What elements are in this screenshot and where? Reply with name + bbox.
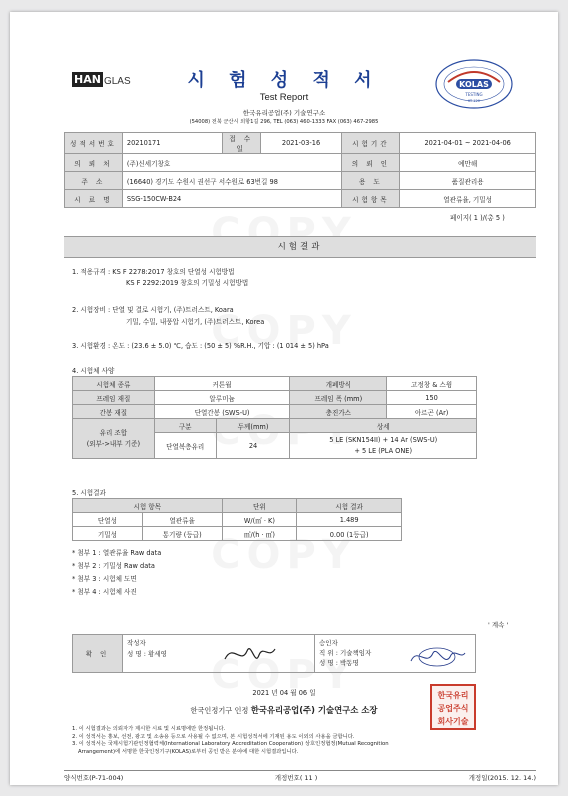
items-label: 시험항목 xyxy=(342,190,400,208)
client-label: 의 뢰 처 xyxy=(65,154,123,172)
footer xyxy=(64,770,536,782)
glass-label-2: (외부->내부 기준) xyxy=(86,439,141,448)
requester: 예만해 xyxy=(400,154,536,172)
results-heading: 시험결과 xyxy=(64,236,536,258)
frame-width-label: 프레임 폭 (mm) xyxy=(290,391,387,405)
writer-cell xyxy=(123,635,315,673)
signature-table xyxy=(72,634,476,673)
kolas-sub: TESTING xyxy=(465,92,483,97)
gas-label: 충진가스 xyxy=(290,405,387,419)
specimen-spec-table xyxy=(72,376,477,459)
report-no: 20210171 xyxy=(122,133,222,154)
glass-detail-1: 5 LE (SKN154II) + 14 Ar (SWS-U) xyxy=(329,435,438,444)
col-result: 시험 결과 xyxy=(297,499,402,513)
revision-date: 개정일(2015. 12. 14.) xyxy=(468,774,536,782)
result-category: 기밀성 xyxy=(73,527,143,541)
frame-material-label: 프레임 재질 xyxy=(73,391,155,405)
col-unit: 단위 xyxy=(222,499,297,513)
col-detail: 상세 xyxy=(290,419,477,433)
approver-cell xyxy=(315,635,476,673)
result-value: 1.489 xyxy=(297,513,402,527)
attachment-3: * 첨부 3 : 시험체 도면 xyxy=(72,575,137,583)
client: (주)신세기창호 xyxy=(122,154,342,172)
organization: 한국유리공업(주) 기술연구소 xyxy=(242,109,326,117)
standard-2: KS F 2292:2019 창호의 기밀성 시험방법 xyxy=(126,279,249,287)
result-item: 통기량 (등급) xyxy=(142,527,222,541)
specimen-type: 커튼월 xyxy=(154,377,290,391)
notes xyxy=(72,726,512,756)
glass-combination-label xyxy=(73,419,155,459)
glass-thickness: 24 xyxy=(216,433,290,459)
glass-kind: 단열복층유리 xyxy=(154,433,216,459)
form-number: 양식번호(P-71-004) xyxy=(64,774,124,782)
issue-date: 2021 년 04 월 06 일 xyxy=(252,689,316,697)
environment: 3. 시험환경 : 온도 : (23.6 ± 5.0) ℃, 습도 : (50 ± 5) %R.H., 기압 : (1 014 ± 5) hPa xyxy=(72,342,329,350)
address-label: 주 소 xyxy=(65,172,123,190)
standards-line-1 xyxy=(72,266,235,276)
page-number: 페이지( 1 )/(총 5 ) xyxy=(450,214,505,222)
title-english: Test Report xyxy=(259,92,309,103)
open-label: 개폐방식 xyxy=(290,377,387,391)
sample-name: SSG-150CW-B24 xyxy=(122,190,342,208)
seal-line: 한국유리 xyxy=(437,691,469,700)
approver-title: 승인자 xyxy=(319,639,338,647)
frame-material: 알루미늄 xyxy=(154,391,290,405)
equipment-line-1 xyxy=(72,304,234,314)
test-items: 열관류율, 기밀성 xyxy=(400,190,536,208)
note-3: 3. 이 성적서는 국제시험기관인정협력체(International Laboratory Accreditation Cooperation) 상호인정협정(Mutual Recognition xyxy=(72,741,389,748)
writer-name: 성 명 : 황세영 xyxy=(127,650,167,658)
writer-title: 작성자 xyxy=(127,639,146,647)
client-address: (16640) 경기도 수원시 권선구 서수원로 63번길 98 xyxy=(122,172,342,190)
test-period: 2021-04-01 ~ 2021-04-06 xyxy=(400,133,536,154)
attachment-2: * 첨부 2 : 기밀성 Raw data xyxy=(72,562,155,570)
result-value: 0.00 (1등급) xyxy=(297,527,402,541)
equipment-label: 2. 시험장비 : xyxy=(72,306,113,314)
result-unit: ㎥/(h · ㎡) xyxy=(222,527,297,541)
standard-1: KS F 2278:2017 창호의 단열성 시험방법 xyxy=(112,268,235,276)
address: (54008) 전북 군산시 외항1길 296, TEL (063) 460-1333 FAX (063) 467-2985 xyxy=(189,119,379,125)
confirm-label: 확 인 xyxy=(73,635,123,673)
received-date: 2021-03-16 xyxy=(260,133,342,154)
col-kind: 구분 xyxy=(154,419,216,433)
opening-method: 고정창 & 스윙 xyxy=(387,377,477,391)
received-label: 접 수 일 xyxy=(222,133,260,154)
standards-label: 1. 적용규격 : xyxy=(72,268,113,276)
equipment-1: 단열 및 결로 시험기, (주)트러스트, Koara xyxy=(112,306,234,314)
attachment-4: * 첨부 4 : 시험체 사진 xyxy=(72,588,137,596)
seal-line: 회사기술 xyxy=(437,717,469,726)
result-unit: W/(㎡ · K) xyxy=(222,513,297,527)
report-info-table xyxy=(64,132,536,208)
spacer-material: 단열간봉 (SWS-U) xyxy=(154,405,290,419)
logo-part2: GLAS xyxy=(103,76,131,87)
requester-label: 의 뢰 인 xyxy=(342,154,400,172)
note-2: 2. 이 성적서는 홍보, 선전, 광고 및 소송용 등으로 사용될 수 없으며, 본 시험성적서에 기재된 용도 이외의 사용을 금합니다. xyxy=(72,733,355,740)
approver-role: 직 위 : 기술책임자 xyxy=(319,649,372,657)
col-item: 시험 항목 xyxy=(73,499,223,513)
equipment-2: 기밀, 수밀, 내풍압 시험기, (주)트러스트, Korea xyxy=(126,318,265,326)
official-seal xyxy=(430,684,476,730)
purpose: 품질관리용 xyxy=(400,172,536,190)
kolas-code: KT 120 xyxy=(468,99,480,103)
col-thickness: 두께(mm) xyxy=(216,419,290,433)
attachment-1: * 첨부 1 : 열관류율 Raw data xyxy=(72,549,162,557)
seal-line: 공업주식 xyxy=(437,704,469,713)
title-korean: 시 험 성 적 서 xyxy=(187,70,381,91)
report-page xyxy=(10,12,558,785)
spec-heading: 4. 시험체 사양 xyxy=(72,367,115,375)
frame-width: 150 xyxy=(387,391,477,405)
kolas-name: KOLAS xyxy=(459,80,489,89)
issuer-prefix: 한국인정기구 인정 xyxy=(190,706,249,715)
report-no-label: 성적서번호 xyxy=(65,133,123,154)
revision-number: 개정번호( 11 ) xyxy=(274,774,318,782)
kolas-logo xyxy=(434,58,514,110)
result-heading: 5. 시험결과 xyxy=(72,489,106,497)
continued-mark: ' 계속 ' xyxy=(488,621,509,629)
purpose-label: 용 도 xyxy=(342,172,400,190)
glass-detail xyxy=(290,433,477,459)
result-item: 열관류율 xyxy=(142,513,222,527)
approver-name: 성 명 : 박동명 xyxy=(319,659,359,667)
test-result-table xyxy=(72,498,402,541)
sample-label: 시 료 명 xyxy=(65,190,123,208)
writer-signature xyxy=(219,637,279,669)
result-category: 단열성 xyxy=(73,513,143,527)
table-row xyxy=(73,527,402,541)
note-3-cont: Arrangement)에 서명한 한국인정기구(KOLAS)로부터 공인 받은 분야에 대한 시험결과입니다. xyxy=(78,748,299,755)
glass-detail-2: + 5 LE (PLA ONE) xyxy=(354,446,413,455)
fill-gas: 아르곤 (Ar) xyxy=(387,405,477,419)
spacer-label: 간봉 재질 xyxy=(73,405,155,419)
period-label: 시험기간 xyxy=(342,133,400,154)
approver-signature xyxy=(407,643,467,671)
logo-part1: HAN xyxy=(74,73,101,86)
note-1: 1. 이 시험결과는 의뢰자가 제시한 시료 및 시료명에만 한정됩니다. xyxy=(72,726,226,732)
glass-label-1: 유리 조합 xyxy=(99,428,128,437)
type-label: 시험체 종류 xyxy=(73,377,155,391)
table-row xyxy=(73,513,402,527)
issuer-name: 한국유리공업(주) 기술연구소 소장 xyxy=(250,705,378,715)
